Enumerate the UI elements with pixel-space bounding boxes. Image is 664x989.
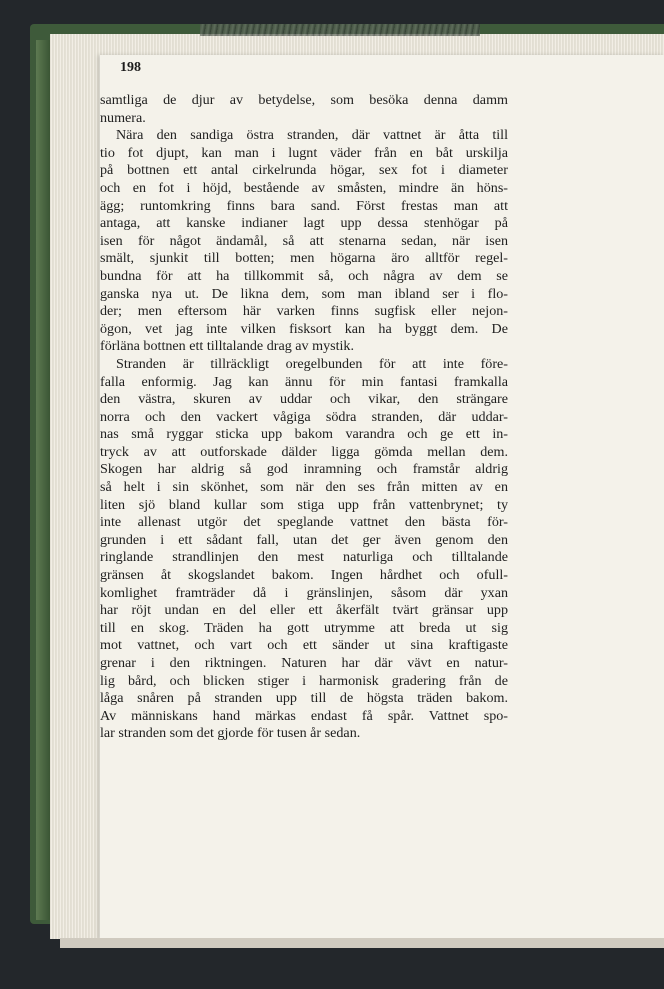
page-bottom-edge — [60, 938, 664, 948]
text-line: samtliga de djur av betydelse, som besöka denna damm — [100, 92, 508, 108]
text-line: ringlande strandlinjen den mest naturliga och tilltalande — [100, 549, 508, 566]
text-line: smält, sjunkit till botten; men högarna äro alltför regel- — [100, 250, 508, 267]
book-spine-edge — [36, 40, 50, 920]
text-line: Av människans hand märkas endast få spår. Vattnet spo- — [100, 707, 508, 724]
text-line: grenar i den riktningen. Naturen har där vävt en natur- — [100, 655, 508, 671]
text-line: nas små ryggar sticka upp bakom varandra och ge ett in- — [100, 426, 508, 443]
text-line: tio fot djupt, kan man i lugnt väder från en båt urskilja — [100, 144, 508, 161]
text-line: gränsen åt skogslandet bakom. Ingen hårdhet och ofull- — [100, 567, 508, 584]
page-number: 198 — [120, 60, 141, 75]
text-line: der; men eftersom här varken finns sugfisk eller nejon- — [100, 303, 508, 320]
text-line: lar stranden som det gjorde för tusen år sedan. — [100, 725, 361, 742]
text-line: bundna för att ha tillkommit så, och några av dem se — [100, 267, 508, 284]
text-line: Nära den sandiga östra stranden, där vattnet är åtta till — [116, 127, 508, 144]
text-line: ägg; runtomkring finns bara sand. Först frestas man att — [100, 197, 508, 214]
text-line: till en skog. Träden ha gott utrymme att breda ut sig — [100, 619, 508, 636]
text-line: numera. — [100, 109, 146, 126]
text-line: Skogen har aldrig så god inramning och framstår aldrig — [100, 461, 508, 478]
text-line: liten sjö bland kullar som stiga upp från vattenbrynet; ty — [100, 496, 508, 513]
text-line: inte allenast utgör det speglande vattnet den bästa för- — [100, 514, 508, 531]
text-line: tryck av att outforskade dälder ligga gömda mellan dem. — [100, 443, 508, 460]
text-line: så helt i sin skönhet, som när den ses från mitten av en — [100, 479, 508, 496]
text-line: ögon, vet jag inte vilken fisksort kan ha byggt dem. De — [100, 320, 508, 337]
cover-top-edge — [200, 24, 480, 36]
text-line: den västra, skuren av uddar och vikar, den strängare — [100, 391, 508, 408]
body-text — [100, 92, 508, 743]
text-line: låga snåren på stranden upp till de högsta träden bakom. — [100, 690, 508, 707]
text-line: falla enformig. Jag kan ännu för min fantasi framkalla — [100, 373, 508, 390]
text-line: och en fot i höjd, bestående av småsten, mindre än höns- — [100, 179, 508, 196]
text-line: grunden i ett sådant fall, utan det ger även genom den — [100, 531, 508, 548]
text-line: isen för något ändamål, så att stenarna sedan, när isen — [100, 232, 508, 249]
text-line: har röjt undan en del eller ett åkerfält tvärt gränsar upp — [100, 602, 508, 619]
text-line: på bottnen ett antal cirkelrunda högar, sex fot i diameter — [100, 162, 508, 179]
text-line: Stranden är tillräckligt oregelbunden för att inte före- — [116, 355, 508, 372]
text-line: mot vattnet, och vart och ett sänder ut sina kraftigaste — [100, 637, 508, 654]
text-line: förläna bottnen ett tilltalande drag av mystik. — [100, 338, 355, 355]
text-line: norra och den vackert vågiga södra stranden, där uddar- — [100, 408, 508, 425]
text-line: komlighet framträder då i gränslinjen, såsom där yxan — [100, 584, 508, 601]
text-line: ganska nya ut. De likna dem, som man ibland ser i flo- — [100, 285, 508, 302]
text-line: lig bård, och blicken stiger i harmonisk gradering från de — [100, 672, 508, 689]
text-line: antaga, att kanske indianer lagt upp dessa stenhögar på — [100, 215, 508, 232]
